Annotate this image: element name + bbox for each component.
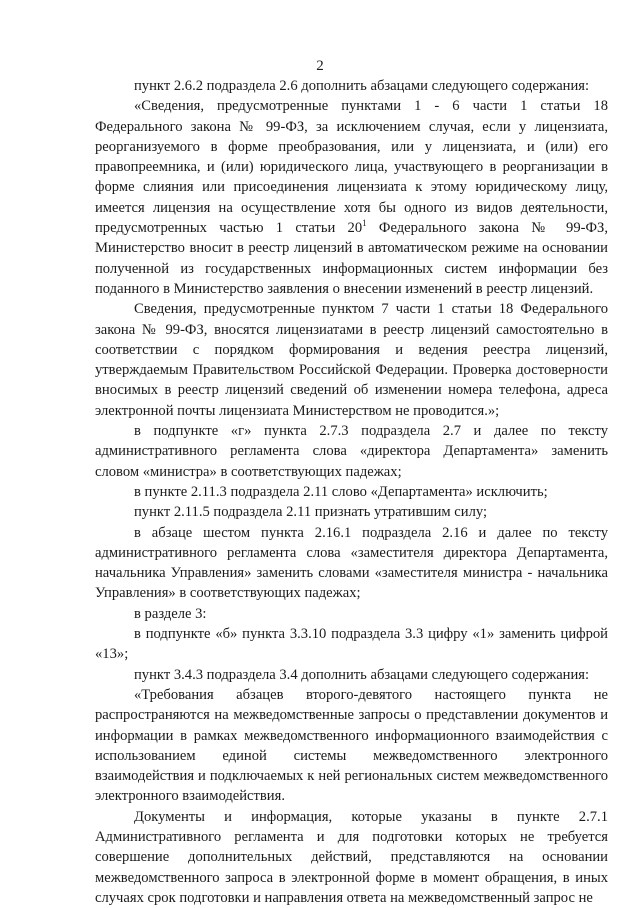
paragraph: в абзаце шестом пункта 2.16.1 подраздела 2.16 и далее по тексту административного регламента слова «заместителя директора Департамента, начальника Управления» заменить словами «заместителя министра - начальника Управления» в соответствующих падежах; — [95, 524, 608, 602]
paragraph: в разделе 3: — [134, 605, 207, 622]
paragraph: в подпункте «б» пункта 3.3.10 подраздела 3.3 цифру «1» заменить цифрой «13»; — [95, 626, 608, 663]
paragraph: пункт 3.4.3 подраздела 3.4 дополнить абзацами следующего содержания: — [134, 666, 590, 683]
document-body — [95, 76, 608, 908]
paragraph — [95, 96, 608, 299]
paragraph: Документы и информация, которые указаны в пункте 2.7.1 Административного регламента и для подготовки которых не требуется совершение дополнительных действий, представляются на основании межведомственного запроса в электронной форме в момент обращения, в иных случаях срок подготовки и направления ответа на межведомственный запрос не — [95, 808, 608, 906]
page-number: 2 — [316, 58, 324, 74]
paragraph-text: «Сведения, предусмотренные пунктами 1 - 6 части 1 статьи 18 Федерального закона № 99-ФЗ, за исключением случая, если у лицензиата, реорганизуемого в форме преобразования, или у лицензиата, и (или) его правопреемника, и (или) юридического лица, участвующего в реорганизации в форме слияния или присоединения лицензиата к этому юридическому лицу, имеется лицензия на осуществление хотя бы одного из видов деятельности, предусмотренных частью 1 статьи 20 — [95, 98, 608, 237]
paragraph: в пункте 2.11.3 подраздела 2.11 слово «Департамента» исключить; — [134, 483, 548, 500]
paragraph-text: Федерального закона № 99-ФЗ, Министерство вносит в реестр лицензий в автоматическом режиме на основании полученной из государственных информационных систем информации без поданного в Министерство заявления о внесении изменений в реестр лицензий. — [95, 220, 608, 297]
superscript: 1 — [362, 218, 367, 229]
paragraph: «Требования абзацев второго-девятого настоящего пункта не распространяются на межведомственные запросы о представлении документов и информации в рамках межведомственного информационного взаимодействия с использованием единой системы межведомственного электронного взаимодействия и подключаемых к ней региональных систем межведомственного электронного взаимодействия. — [95, 686, 608, 805]
paragraph: пункт 2.6.2 подраздела 2.6 дополнить абзацами следующего содержания: — [134, 78, 590, 94]
paragraph: Сведения, предусмотренные пунктом 7 части 1 статьи 18 Федерального закона № 99-ФЗ, вносятся лицензиатами в реестр лицензий самостоятельно в соответствии с порядком формирования и ведения реестра лицензий, утверждаемым Правительством Российской Федерации. Проверка достоверности вносимых в реестр лицензий сведений об изменении номера телефона, адреса электронной почты лицензиата Министерством не проводится.»; — [95, 301, 608, 419]
paragraph: в подпункте «г» пункта 2.7.3 подраздела 2.7 и далее по тексту административного регламента слова «директора Департамента» заменить словом «министра» в соответствующих падежах; — [95, 423, 608, 480]
paragraph: пункт 2.11.5 подраздела 2.11 признать утратившим силу; — [134, 504, 488, 521]
